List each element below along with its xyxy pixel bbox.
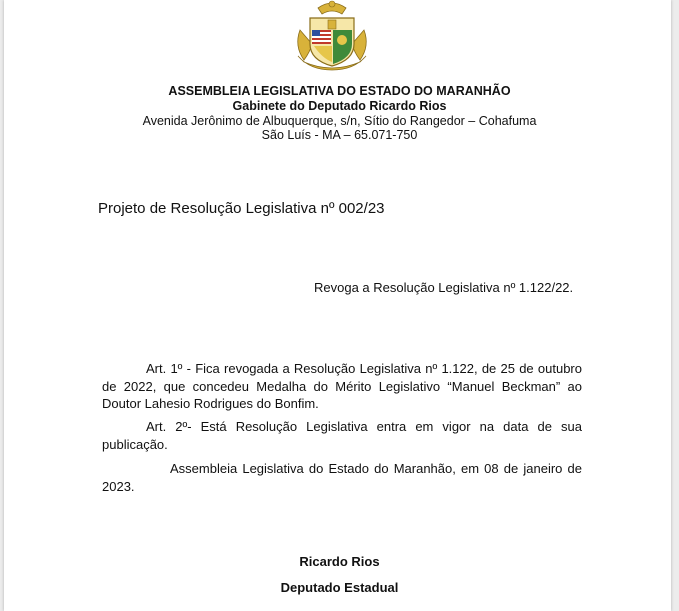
- office-name: Gabinete do Deputado Ricardo Rios: [232, 99, 447, 113]
- state-coat-of-arms-icon: [290, 0, 374, 72]
- document-title: Projeto de Resolução Legislativa nº 002/23: [98, 200, 385, 217]
- office-city: São Luís - MA – 65.071-750: [261, 128, 418, 142]
- institution-name: ASSEMBLEIA LEGISLATIVA DO ESTADO DO MARANHÃO: [168, 84, 511, 98]
- document-ementa: Revoga a Resolução Legislativa nº 1.122/22.: [314, 280, 574, 295]
- signature-name: Ricardo Rios: [299, 554, 380, 569]
- office-address: Avenida Jerônimo de Albuquerque, s/n, Sítio do Rangedor – Cohafuma: [142, 114, 537, 128]
- signature-role: Deputado Estadual: [280, 580, 399, 595]
- closing-statement: Assembleia Legislativa do Estado do Maranhão, em 08 de janeiro de 2023.: [102, 461, 582, 494]
- article-2: Art. 2º- Está Resolução Legislativa entra em vigor na data de sua publicação.: [102, 419, 582, 452]
- document-page: [4, 0, 671, 611]
- article-1: Art. 1º - Fica revogada a Resolução Legislativa nº 1.122, de 25 de outubro de 2022, que concedeu Medalha do Mérito Legislativo “Manuel Beckman” ao Doutor Lahesio Rodrigues do Bonfim.: [102, 361, 582, 411]
